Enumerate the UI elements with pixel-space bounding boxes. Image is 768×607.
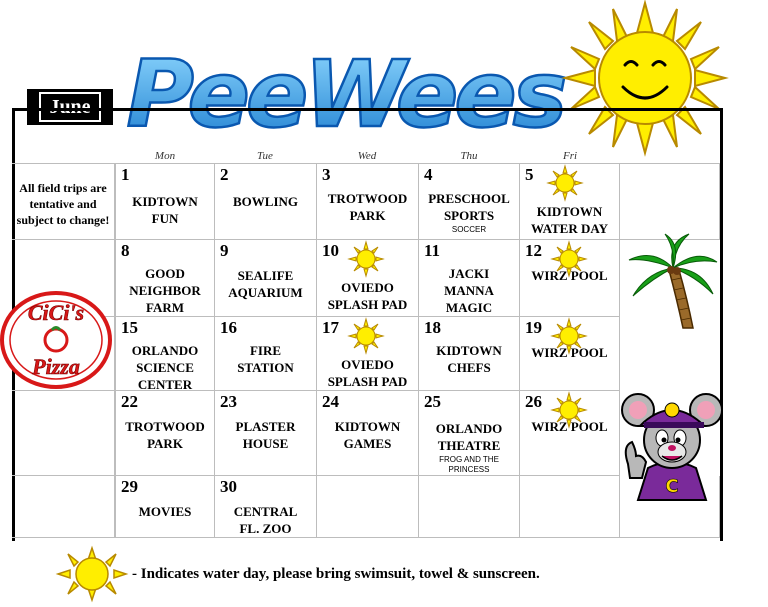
day-cell [115, 163, 215, 240]
event-text: HOUSE [242, 436, 289, 451]
event-subtext: SOCCER [451, 225, 487, 234]
event-text: SPORTS [443, 208, 495, 223]
event-text: OVIEDO [341, 280, 394, 295]
side-cell [12, 391, 115, 476]
cicis-pizza-logo [0, 290, 112, 390]
day-number: 3 [322, 165, 331, 184]
logo-text: PeeWees [126, 41, 564, 148]
palm-tree-icon [625, 232, 720, 332]
event-text: FUN [151, 211, 179, 226]
weekday-mon: Mon [154, 150, 176, 162]
event-text: PARK [147, 436, 183, 451]
legend [56, 548, 756, 598]
event-text: NEIGHBOR [129, 283, 201, 298]
day-cell [419, 317, 520, 391]
event-text: FIRE [249, 343, 282, 358]
water-day-sun-icon [349, 242, 383, 276]
event-text: KIDTOWN [334, 419, 401, 434]
weekday-wed: Wed [357, 150, 377, 162]
day-cell [317, 391, 419, 476]
event-text: CHEFS [447, 360, 491, 375]
event-text: MANNA [444, 283, 494, 298]
day-number: 1 [121, 165, 130, 184]
month-label: June [39, 92, 100, 122]
event-text: KIDTOWN [536, 204, 603, 219]
day-cell [115, 476, 215, 538]
day-cell [419, 240, 520, 317]
event-text: GAMES [343, 436, 392, 451]
day-number: 24 [322, 392, 339, 411]
event-text: MAGIC [445, 300, 493, 315]
day-cell [317, 240, 419, 317]
event-text: SPLASH PAD [327, 374, 408, 389]
day-cell [520, 163, 620, 240]
day-number: 15 [121, 318, 138, 337]
day-number: 12 [525, 241, 542, 260]
day-cell [215, 476, 317, 538]
water-day-sun-icon [56, 548, 128, 600]
day-cell [215, 163, 317, 240]
event-text: OVIEDO [341, 357, 394, 372]
event-text: BOWLING [232, 194, 298, 209]
event-text: SEALIFE [237, 268, 294, 283]
side-note: All field trips are tentative and subject to change! [16, 181, 110, 227]
event-text: CENTRAL [233, 504, 298, 519]
water-day-sun-icon [548, 166, 582, 200]
day-cell [419, 391, 520, 476]
event-text: ORLANDO [131, 343, 199, 358]
day-number: 19 [525, 318, 542, 337]
event-text: SCIENCE [136, 360, 194, 375]
event-text: STATION [237, 360, 294, 375]
day-cell [520, 240, 620, 317]
day-number: 30 [220, 477, 237, 496]
mouse-mascot-icon [620, 388, 725, 500]
day-cell [520, 476, 620, 538]
day-number: 10 [322, 241, 339, 260]
mascot-shirt-letter: C [665, 476, 679, 497]
day-number: 25 [424, 392, 441, 411]
day-cell [215, 240, 317, 317]
event-text: AQUARIUM [228, 285, 303, 300]
event-text: WIRZ POOL [531, 345, 608, 360]
event-text: WIRZ POOL [531, 268, 608, 283]
day-number: 22 [121, 392, 138, 411]
day-number: 5 [525, 165, 534, 184]
event-text: SPLASH PAD [327, 297, 408, 312]
day-cell [317, 163, 419, 240]
day-number: 29 [121, 477, 138, 496]
weekday-tue: Tue [257, 150, 273, 162]
day-number: 2 [220, 165, 229, 184]
day-number: 16 [220, 318, 237, 337]
event-text: PRESCHOOL [428, 191, 510, 206]
water-day-sun-icon [349, 319, 383, 353]
event-text: JACKI [448, 266, 490, 281]
event-text: WATER DAY [531, 221, 608, 236]
event-text: CENTER [137, 377, 193, 392]
day-cell [115, 317, 215, 391]
day-cell [419, 476, 520, 538]
day-number: 4 [424, 165, 433, 184]
event-subtext: FROG AND THE PRINCESS [439, 455, 499, 474]
event-text: THEATRE [437, 438, 501, 453]
event-text: MOVIES [138, 504, 192, 519]
day-number: 9 [220, 241, 229, 260]
event-text: PLASTER [235, 419, 296, 434]
day-cell [115, 240, 215, 317]
side-cell [620, 163, 720, 240]
event-text: ORLANDO [435, 421, 503, 436]
legend-text: - Indicates water day, please bring swimsuit, towel & sunscreen. [132, 566, 540, 582]
side-cell [12, 476, 115, 538]
day-cell [215, 391, 317, 476]
day-cell [115, 391, 215, 476]
event-text: PARK [349, 208, 386, 223]
side-note-cell [12, 163, 115, 240]
event-text: WIRZ POOL [531, 419, 608, 434]
day-cell [317, 476, 419, 538]
event-text: KIDTOWN [132, 194, 198, 209]
event-text: KIDTOWN [436, 343, 502, 358]
day-number: 11 [424, 241, 441, 260]
day-cell [520, 317, 620, 391]
day-number: 23 [220, 392, 237, 411]
day-number: 17 [322, 318, 339, 337]
pizza-logo-top: CiCi's [27, 300, 85, 325]
weekday-fri: Fri [562, 150, 578, 162]
day-cell [419, 163, 520, 240]
day-number: 18 [424, 318, 441, 337]
event-text: TROTWOOD [327, 191, 408, 206]
event-text: FL. ZOO [239, 521, 292, 536]
pizza-logo-bottom: Pizza [32, 354, 80, 379]
event-text: TROTWOOD [125, 419, 205, 434]
day-cell [317, 317, 419, 391]
day-number: 26 [525, 392, 542, 411]
event-text: FARM [145, 300, 185, 315]
day-number: 8 [121, 241, 130, 260]
day-cell [520, 391, 620, 476]
day-cell [215, 317, 317, 391]
event-text: GOOD [145, 266, 185, 281]
weekday-thu: Thu [460, 150, 478, 162]
